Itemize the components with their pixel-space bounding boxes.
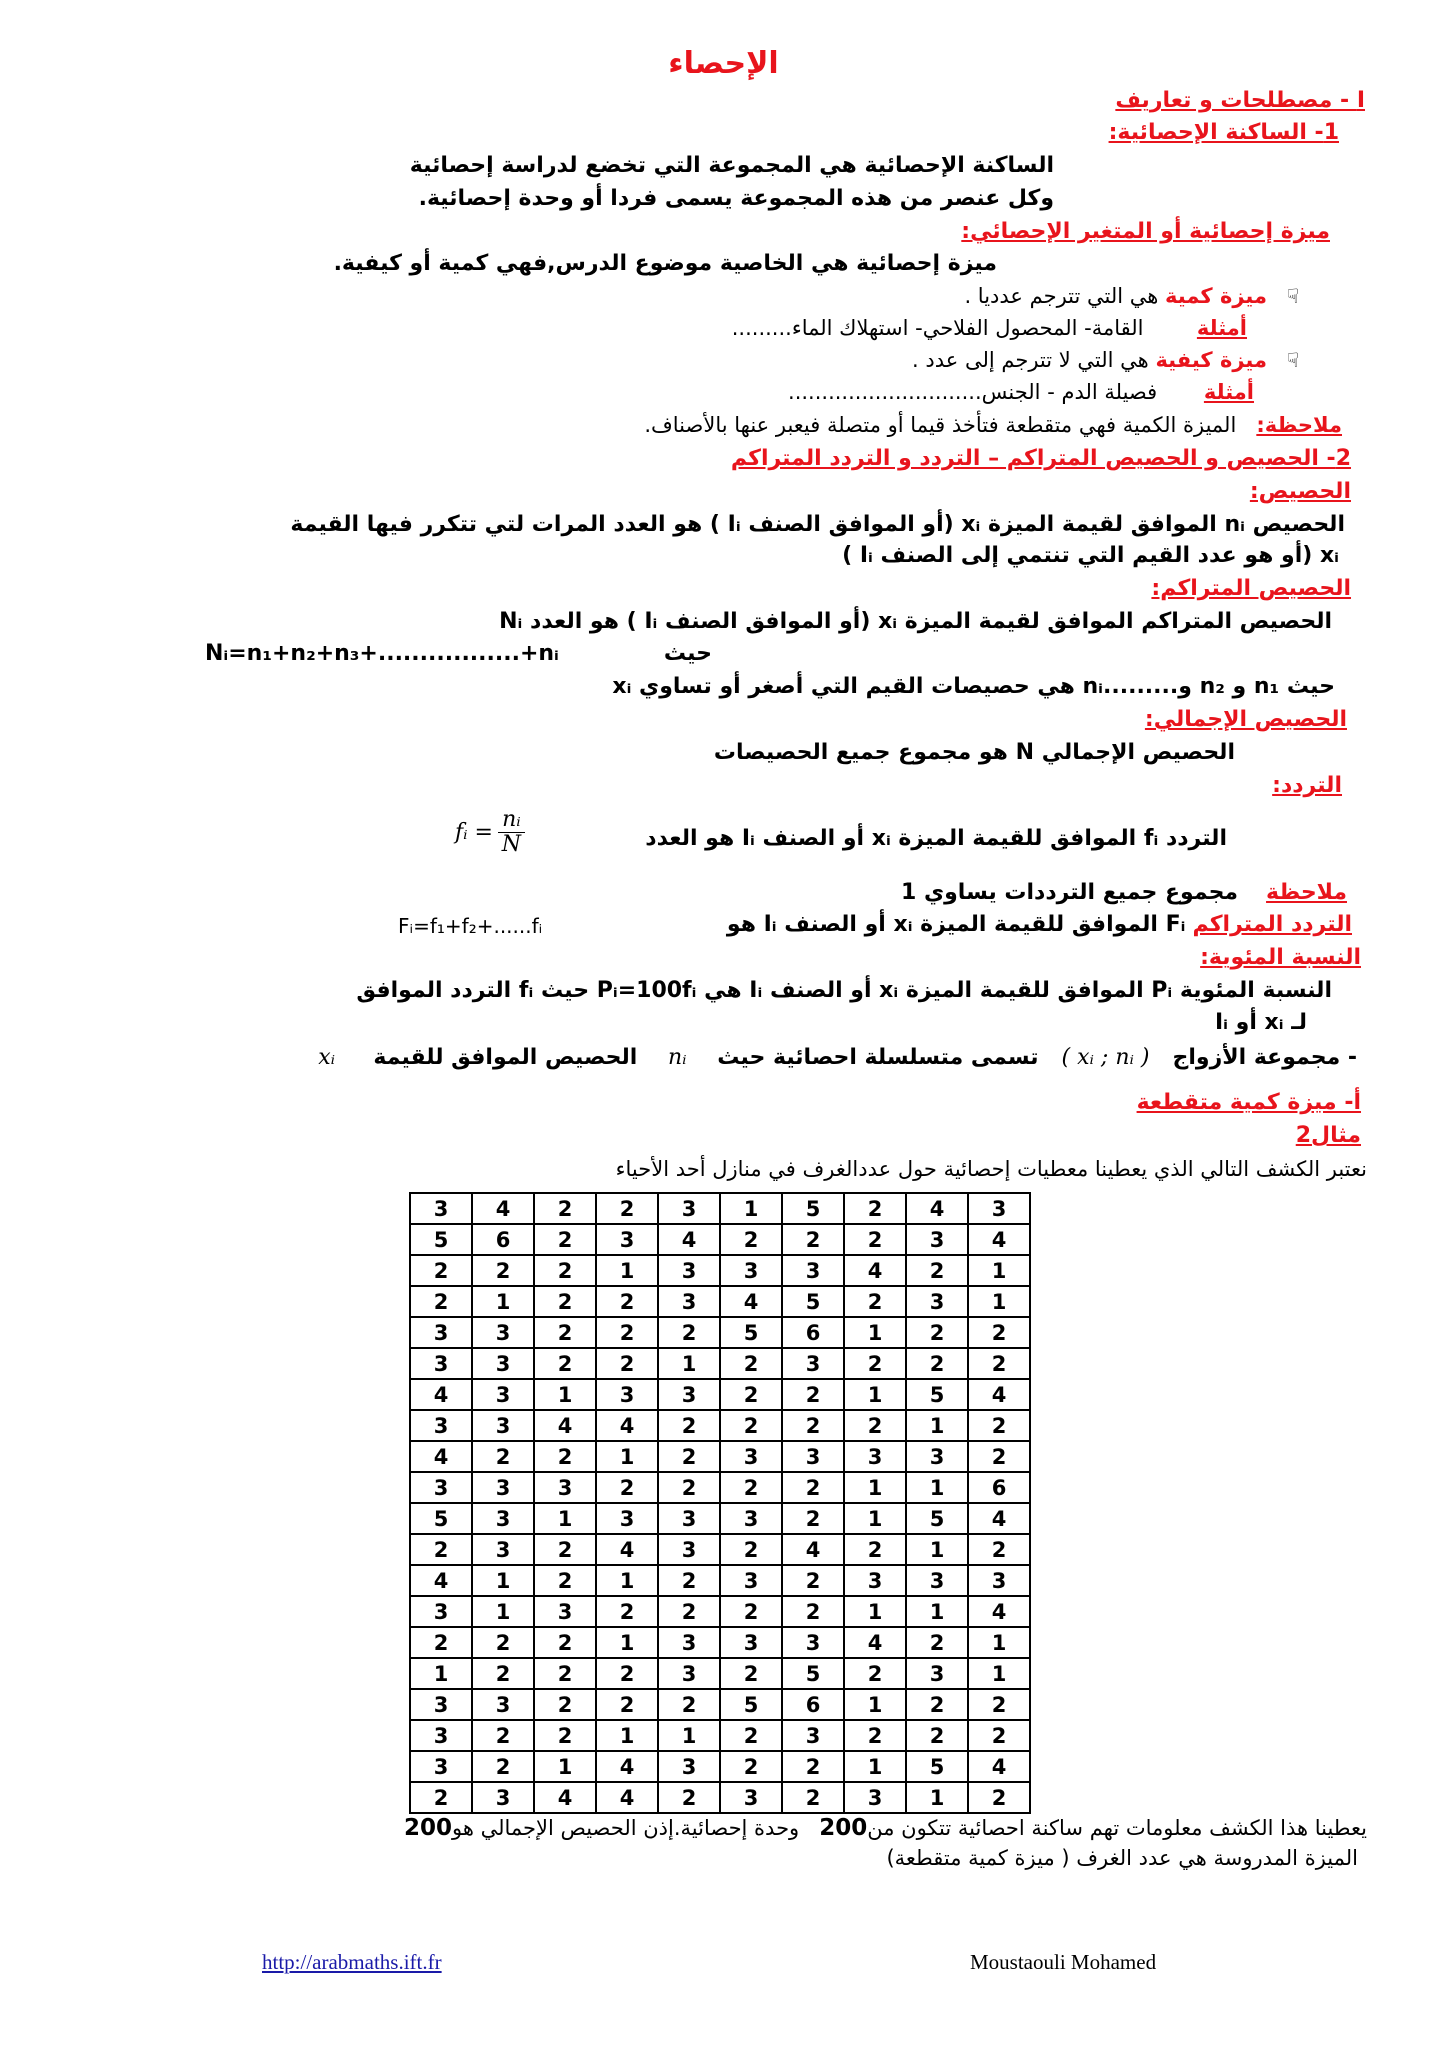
table-cell: 4 <box>596 1782 658 1813</box>
table-cell: 1 <box>596 1627 658 1658</box>
cumulative-def-line3: حيث n₁ و n₂ و.........nᵢ هي حصيصات القيم التي أصغر أو تساوي xᵢ <box>612 674 1335 699</box>
table-cell: 2 <box>844 1720 906 1751</box>
cumulative-frequency-text: Fᵢ الموافق للقيمة الميزة xᵢ أو الصنف Iᵢ هو <box>726 912 1186 937</box>
table-cell: 3 <box>472 1534 534 1565</box>
table-cell: 2 <box>596 1348 658 1379</box>
footer-link[interactable] <box>262 1950 442 1975</box>
page-title: الإحصاء <box>668 46 779 81</box>
table-row <box>410 1317 1030 1348</box>
table-cell: 2 <box>472 1751 534 1782</box>
table-cell: 3 <box>782 1720 844 1751</box>
series-pair: ( xᵢ ; nᵢ ) <box>1061 1045 1150 1070</box>
table-cell: 2 <box>782 1596 844 1627</box>
table-cell: 4 <box>658 1224 720 1255</box>
table-cell: 3 <box>472 1410 534 1441</box>
table-cell: 5 <box>906 1751 968 1782</box>
table-cell: 1 <box>534 1379 596 1410</box>
table-cell: 2 <box>782 1472 844 1503</box>
heading-cumulative: الحصيص المتراكم: <box>1151 576 1351 601</box>
table-cell: 2 <box>968 1317 1030 1348</box>
table-cell: 4 <box>906 1193 968 1224</box>
heading-population: 1- الساكنة الإحصائية: <box>1108 120 1339 145</box>
table-cell: 1 <box>906 1534 968 1565</box>
table-cell: 3 <box>472 1503 534 1534</box>
table-cell: 5 <box>782 1193 844 1224</box>
table-cell: 2 <box>472 1658 534 1689</box>
table-cell: 1 <box>968 1255 1030 1286</box>
table-row <box>410 1255 1030 1286</box>
table-cell: 3 <box>410 1410 472 1441</box>
table-cell: 2 <box>596 1286 658 1317</box>
table-cell: 3 <box>472 1472 534 1503</box>
table-cell: 5 <box>782 1658 844 1689</box>
table-cell: 2 <box>472 1441 534 1472</box>
conclusion-line1 <box>404 1815 1367 1841</box>
table-cell: 4 <box>534 1410 596 1441</box>
table-cell: 2 <box>844 1658 906 1689</box>
table-cell: 3 <box>410 1317 472 1348</box>
table-cell: 6 <box>782 1317 844 1348</box>
section-heading-1: I - مصطلحات و تعاريف <box>1115 88 1365 113</box>
table-cell: 6 <box>782 1689 844 1720</box>
table-cell: 2 <box>968 1348 1030 1379</box>
table-cell: 1 <box>658 1348 720 1379</box>
table-row <box>410 1534 1030 1565</box>
cumulative-hayth: حيث <box>663 641 712 666</box>
table-cell: 4 <box>534 1782 596 1813</box>
table-cell: 3 <box>534 1596 596 1627</box>
table-row <box>410 1503 1030 1534</box>
table-cell: 3 <box>410 1720 472 1751</box>
table-cell: 2 <box>906 1720 968 1751</box>
population-def-line1: الساكنة الإحصائية هي المجموعة التي تخضع لدراسة إحصائية <box>409 153 1054 178</box>
percentage-def-line1: النسبة المئوية Pᵢ الموافق للقيمة الميزة xᵢ أو الصنف Iᵢ هي Pᵢ=100fᵢ حيث fᵢ التردد الموافق <box>356 978 1332 1003</box>
rooms-data-table <box>409 1192 1031 1814</box>
table-cell: 2 <box>410 1534 472 1565</box>
table-cell: 2 <box>596 1472 658 1503</box>
table-cell: 2 <box>782 1503 844 1534</box>
table-cell: 2 <box>906 1255 968 1286</box>
table-row <box>410 1379 1030 1410</box>
table-cell: 2 <box>534 1224 596 1255</box>
qualitative-text: هي التي لا تترجم إلى عدد . <box>912 348 1149 372</box>
conclusion-text-a: يعطينا هذا الكشف معلومات تهم ساكنة احصائية تتكون من <box>867 1816 1367 1840</box>
table-cell: 1 <box>844 1317 906 1348</box>
table-cell: 3 <box>410 1596 472 1627</box>
table-cell: 3 <box>410 1472 472 1503</box>
table-cell: 3 <box>658 1627 720 1658</box>
table-cell: 2 <box>844 1193 906 1224</box>
table-cell: 4 <box>782 1534 844 1565</box>
table-cell: 3 <box>720 1565 782 1596</box>
table-cell: 4 <box>968 1751 1030 1782</box>
table-cell: 3 <box>720 1255 782 1286</box>
table-cell: 3 <box>658 1379 720 1410</box>
table-cell: 1 <box>596 1720 658 1751</box>
table-cell: 4 <box>596 1410 658 1441</box>
table-cell: 2 <box>720 1720 782 1751</box>
heading-effective: الحصيص: <box>1249 479 1351 504</box>
table-row <box>410 1224 1030 1255</box>
table-cell: 4 <box>596 1534 658 1565</box>
conclusion-count-a: 200 <box>819 1815 868 1841</box>
table-cell: 1 <box>720 1193 782 1224</box>
table-cell: 3 <box>844 1782 906 1813</box>
table-cell: 5 <box>720 1689 782 1720</box>
note-line-1 <box>644 413 1342 437</box>
table-cell: 4 <box>844 1255 906 1286</box>
table-cell: 2 <box>968 1689 1030 1720</box>
table-cell: 1 <box>534 1751 596 1782</box>
footer-url-link[interactable]: http://arabmaths.ift.fr <box>262 1950 442 1974</box>
examples-label-1: أمثلة <box>1196 316 1247 340</box>
table-cell: 3 <box>782 1627 844 1658</box>
table-row <box>410 1627 1030 1658</box>
bullet-arrow-icon: ☟ <box>1286 348 1299 372</box>
table-cell: 2 <box>596 1317 658 1348</box>
table-cell: 1 <box>968 1658 1030 1689</box>
table-cell: 3 <box>968 1193 1030 1224</box>
table-cell: 4 <box>968 1224 1030 1255</box>
qualitative-term: ميزة كيفية <box>1155 348 1267 372</box>
table-cell: 1 <box>906 1596 968 1627</box>
table-cell: 2 <box>410 1286 472 1317</box>
heading-example-2: مثال2 <box>1295 1123 1361 1148</box>
table-cell: 2 <box>596 1658 658 1689</box>
table-cell: 2 <box>596 1193 658 1224</box>
table-row <box>410 1782 1030 1813</box>
table-cell: 5 <box>906 1379 968 1410</box>
table-cell: 4 <box>844 1627 906 1658</box>
table-cell: 2 <box>658 1689 720 1720</box>
table-cell: 3 <box>472 1317 534 1348</box>
table-cell: 2 <box>968 1534 1030 1565</box>
table-row <box>410 1596 1030 1627</box>
table-cell: 5 <box>782 1286 844 1317</box>
table-cell: 1 <box>596 1441 658 1472</box>
table-cell: 2 <box>534 1689 596 1720</box>
note-text-1: الميزة الكمية فهي متقطعة فتأخذ قيما أو متصلة فيعبر عنها بالأصناف. <box>644 413 1237 437</box>
quantitative-line <box>964 284 1267 308</box>
examples-label-2: أمثلة <box>1203 380 1254 404</box>
table-cell: 5 <box>410 1224 472 1255</box>
table-cell: 2 <box>534 1317 596 1348</box>
effective-def-line2: xᵢ (أو هو عدد القيم التي تنتمي إلى الصنف Iᵢ ) <box>842 543 1339 568</box>
table-cell: 1 <box>906 1410 968 1441</box>
table-cell: 2 <box>906 1317 968 1348</box>
cumulative-formula: Nᵢ=n₁+n₂+n₃+.................+nᵢ <box>205 641 559 666</box>
table-cell: 1 <box>472 1565 534 1596</box>
table-cell: 2 <box>782 1224 844 1255</box>
table-cell: 2 <box>472 1255 534 1286</box>
table-cell: 3 <box>472 1379 534 1410</box>
table-cell: 4 <box>410 1441 472 1472</box>
table-cell: 2 <box>968 1441 1030 1472</box>
table-cell: 3 <box>906 1658 968 1689</box>
table-cell: 2 <box>906 1627 968 1658</box>
table-cell: 1 <box>968 1627 1030 1658</box>
table-cell: 2 <box>658 1782 720 1813</box>
table-cell: 2 <box>906 1348 968 1379</box>
table-row <box>410 1410 1030 1441</box>
table-cell: 2 <box>534 1286 596 1317</box>
heading-percentage: النسبة المئوية: <box>1200 945 1361 970</box>
table-cell: 3 <box>472 1689 534 1720</box>
qualitative-line <box>912 348 1267 372</box>
table-cell: 3 <box>906 1565 968 1596</box>
table-cell: 2 <box>844 1224 906 1255</box>
table-cell: 2 <box>720 1224 782 1255</box>
table-cell: 6 <box>968 1472 1030 1503</box>
effective-def-line1: الحصيص nᵢ الموافق لقيمة الميزة xᵢ (أو الموافق الصنف Iᵢ ) هو العدد المرات لتي تتكرر فيها القيمة <box>290 512 1345 537</box>
table-cell: 2 <box>782 1379 844 1410</box>
table-cell: 3 <box>472 1348 534 1379</box>
table-cell: 2 <box>534 1627 596 1658</box>
table-row <box>410 1348 1030 1379</box>
table-cell: 2 <box>720 1348 782 1379</box>
table-cell: 3 <box>782 1348 844 1379</box>
quantitative-term: ميزة كمية <box>1165 284 1267 308</box>
table-cell: 2 <box>534 1255 596 1286</box>
heading-discrete: أ- ميزة كمية متقطعة <box>1136 1090 1361 1115</box>
fraction-numerator: nᵢ <box>498 808 525 833</box>
table-cell: 3 <box>906 1224 968 1255</box>
example-2-intro: نعتبر الكشف التالي الذي يعطينا معطيات إحصائية حول عددالغرف في منازل أحد الأحياء <box>615 1157 1367 1181</box>
table-cell: 1 <box>844 1503 906 1534</box>
table-cell: 2 <box>844 1534 906 1565</box>
series-ni: nᵢ <box>667 1045 687 1070</box>
table-cell: 2 <box>596 1596 658 1627</box>
table-row <box>410 1193 1030 1224</box>
table-cell: 3 <box>658 1658 720 1689</box>
table-cell: 3 <box>844 1565 906 1596</box>
table-cell: 4 <box>596 1751 658 1782</box>
table-cell: 3 <box>596 1224 658 1255</box>
table-cell: 3 <box>906 1286 968 1317</box>
table-row <box>410 1441 1030 1472</box>
table-cell: 1 <box>596 1565 658 1596</box>
table-cell: 2 <box>968 1410 1030 1441</box>
table-cell: 4 <box>968 1503 1030 1534</box>
table-cell: 4 <box>410 1379 472 1410</box>
table-cell: 3 <box>534 1472 596 1503</box>
note-label-1: ملاحظة: <box>1256 413 1342 437</box>
table-cell: 1 <box>906 1782 968 1813</box>
series-text-a: - مجموعة الأزواج <box>1172 1045 1357 1070</box>
table-cell: 2 <box>844 1410 906 1441</box>
table-cell: 3 <box>720 1503 782 1534</box>
table-cell: 2 <box>720 1472 782 1503</box>
table-cell: 5 <box>906 1503 968 1534</box>
table-cell: 1 <box>844 1689 906 1720</box>
table-cell: 2 <box>720 1410 782 1441</box>
table-cell: 1 <box>906 1472 968 1503</box>
table-cell: 1 <box>844 1751 906 1782</box>
table-cell: 1 <box>596 1255 658 1286</box>
table-cell: 1 <box>410 1658 472 1689</box>
table-cell: 2 <box>472 1720 534 1751</box>
table-cell: 2 <box>720 1751 782 1782</box>
table-cell: 2 <box>472 1627 534 1658</box>
table-cell: 1 <box>472 1596 534 1627</box>
table-cell: 1 <box>658 1720 720 1751</box>
frequency-formula-lhs: fᵢ = <box>455 820 493 845</box>
table-cell: 2 <box>658 1410 720 1441</box>
table-cell: 2 <box>534 1193 596 1224</box>
table-cell: 3 <box>472 1782 534 1813</box>
table-cell: 3 <box>782 1441 844 1472</box>
table-cell: 2 <box>658 1596 720 1627</box>
table-cell: 2 <box>720 1534 782 1565</box>
conclusion-text-b: وحدة إحصائية.إذن الحصيص الإجمالي هو <box>451 1816 800 1840</box>
table-cell: 3 <box>658 1255 720 1286</box>
table-cell: 1 <box>472 1286 534 1317</box>
table-row <box>410 1565 1030 1596</box>
table-cell: 3 <box>658 1534 720 1565</box>
table-row <box>410 1689 1030 1720</box>
section-heading-2: 2- الحصيص و الحصيص المتراكم – التردد و التردد المتراكم <box>730 446 1351 471</box>
table-row <box>410 1720 1030 1751</box>
cumulative-frequency-formula: Fᵢ=f₁+f₂+......fᵢ <box>398 914 543 938</box>
heading-frequency: التردد: <box>1272 773 1342 798</box>
table-cell: 4 <box>410 1565 472 1596</box>
cumulative-def-line1: الحصيص المتراكم الموافق لقيمة الميزة xᵢ (أو الموافق الصنف Iᵢ ) هو العدد Nᵢ <box>499 609 1332 634</box>
examples-text-1: القامة- المحصول الفلاحي- استهلاك الماء......... <box>731 316 1144 340</box>
table-cell: 3 <box>906 1441 968 1472</box>
table-cell: 3 <box>782 1255 844 1286</box>
note-text-2: مجموع جميع الترددات يساوي 1 <box>901 880 1239 905</box>
frequency-def: التردد fᵢ الموافق للقيمة الميزة xᵢ أو الصنف Iᵢ هو العدد <box>645 826 1227 851</box>
percentage-def-line2: لـ xᵢ أو Iᵢ <box>1214 1010 1307 1035</box>
table-cell: 2 <box>844 1348 906 1379</box>
table-cell: 2 <box>968 1782 1030 1813</box>
population-def-line2: وكل عنصر من هذه المجموعة يسمى فردا أو وحدة إحصائية. <box>418 186 1054 211</box>
frequency-formula <box>455 808 525 857</box>
cumulative-frequency-line <box>727 912 1352 937</box>
conclusion-count-b: 200 <box>403 1815 452 1841</box>
table-cell: 3 <box>658 1751 720 1782</box>
cumulative-frequency-label: التردد المتراكم <box>1192 912 1352 937</box>
table-cell: 2 <box>720 1596 782 1627</box>
table-cell: 2 <box>658 1565 720 1596</box>
table-cell: 2 <box>534 1720 596 1751</box>
table-cell: 2 <box>658 1472 720 1503</box>
total-def: الحصيص الإجمالي N هو مجموع جميع الحصيصات <box>713 740 1235 765</box>
table-row <box>410 1286 1030 1317</box>
frequency-fraction <box>498 808 525 857</box>
table-cell: 3 <box>596 1503 658 1534</box>
table-row <box>410 1751 1030 1782</box>
table-cell: 2 <box>968 1720 1030 1751</box>
examples-line-2 <box>788 380 1254 404</box>
table-cell: 2 <box>534 1534 596 1565</box>
examples-line-1 <box>732 316 1247 340</box>
table-row <box>410 1658 1030 1689</box>
table-cell: 4 <box>720 1286 782 1317</box>
series-xi: xᵢ <box>318 1045 336 1070</box>
series-def <box>318 1045 1357 1070</box>
table-cell: 3 <box>720 1627 782 1658</box>
note-label-2: ملاحظة <box>1266 880 1347 905</box>
table-cell: 3 <box>658 1503 720 1534</box>
table-cell: 1 <box>844 1472 906 1503</box>
table-cell: 1 <box>534 1503 596 1534</box>
table-cell: 1 <box>844 1379 906 1410</box>
series-text-c: الحصيص الموافق للقيمة <box>373 1045 638 1070</box>
table-cell: 2 <box>534 1658 596 1689</box>
table-cell: 3 <box>968 1565 1030 1596</box>
table-cell: 3 <box>658 1286 720 1317</box>
table-cell: 2 <box>658 1317 720 1348</box>
table-cell: 2 <box>720 1658 782 1689</box>
table-cell: 2 <box>782 1782 844 1813</box>
table-cell: 5 <box>720 1317 782 1348</box>
table-cell: 3 <box>596 1379 658 1410</box>
table-cell: 4 <box>968 1379 1030 1410</box>
table-cell: 2 <box>534 1441 596 1472</box>
table-cell: 3 <box>720 1782 782 1813</box>
table-cell: 3 <box>410 1348 472 1379</box>
table-cell: 2 <box>596 1689 658 1720</box>
table-cell: 2 <box>844 1286 906 1317</box>
table-cell: 2 <box>534 1348 596 1379</box>
table-row <box>410 1472 1030 1503</box>
table-cell: 2 <box>906 1689 968 1720</box>
table-cell: 3 <box>658 1193 720 1224</box>
heading-total: الحصيص الإجمالي: <box>1144 707 1347 732</box>
series-text-b: تسمى متسلسلة احصائية حيث <box>717 1045 1039 1070</box>
table-cell: 3 <box>410 1751 472 1782</box>
examples-text-2: فصيلة الدم - الجنس............................. <box>788 380 1158 404</box>
note-line-2 <box>901 880 1347 905</box>
table-cell: 2 <box>782 1751 844 1782</box>
table-cell: 1 <box>968 1286 1030 1317</box>
table-cell: 4 <box>472 1193 534 1224</box>
table-cell: 2 <box>782 1410 844 1441</box>
table-cell: 6 <box>472 1224 534 1255</box>
table-cell: 3 <box>720 1441 782 1472</box>
table-cell: 5 <box>410 1503 472 1534</box>
table-cell: 3 <box>410 1689 472 1720</box>
table-cell: 2 <box>720 1379 782 1410</box>
table-cell: 2 <box>410 1255 472 1286</box>
table-cell: 2 <box>534 1565 596 1596</box>
footer-author: Moustaouli Mohamed <box>970 1950 1157 1974</box>
bullet-arrow-icon: ☟ <box>1286 284 1299 308</box>
heading-characteristic: ميزة إحصائية أو المتغير الإحصائي: <box>961 219 1330 244</box>
table-cell: 3 <box>410 1193 472 1224</box>
table-cell: 1 <box>844 1596 906 1627</box>
characteristic-def: ميزة إحصائية هي الخاصية موضوع الدرس,فهي كمية أو كيفية. <box>333 251 997 276</box>
table-cell: 2 <box>410 1782 472 1813</box>
table-cell: 2 <box>782 1565 844 1596</box>
table-cell: 4 <box>968 1596 1030 1627</box>
conclusion-line2: الميزة المدروسة هي عدد الغرف ( ميزة كمية متقطعة) <box>886 1846 1358 1870</box>
quantitative-text: هي التي تترجم عدديا . <box>964 284 1159 308</box>
table-cell: 2 <box>410 1627 472 1658</box>
fraction-denominator: N <box>501 832 522 857</box>
table-cell: 2 <box>658 1441 720 1472</box>
table-cell: 3 <box>844 1441 906 1472</box>
